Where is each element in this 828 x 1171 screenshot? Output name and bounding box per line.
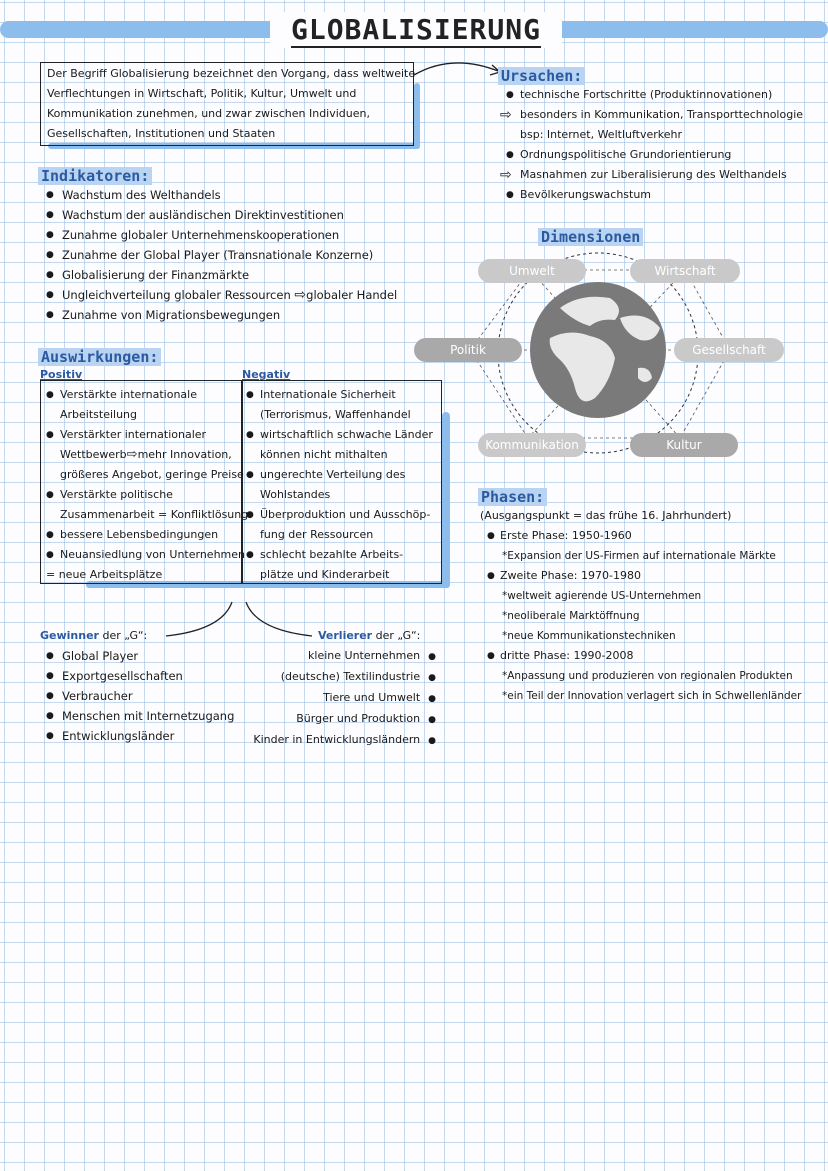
globe-icon <box>530 282 666 418</box>
phase-title: ● Zweite Phase: 1970-1980 <box>487 569 641 582</box>
list-item: ● Wachstum der ausländischen Direktinvestitionen <box>42 205 397 225</box>
verlierer-label: Verlierer <box>318 629 373 642</box>
list-item: ● Exportgesellschaften <box>42 666 234 686</box>
phase-title: ● Erste Phase: 1950-1960 <box>487 529 632 542</box>
list-item: ● Ordnungspolitische Grundorientierung <box>506 148 732 161</box>
list-item: kleine Unternehmen ● <box>308 649 436 662</box>
arrow-icon: ⇨ <box>500 167 512 183</box>
ursachen-list <box>500 85 803 205</box>
positiv-label: Positiv <box>40 368 83 381</box>
gewinner-heading: Gewinner der „G“: <box>40 629 148 642</box>
title-band-left <box>0 21 290 38</box>
winner-loser-connector <box>160 600 320 640</box>
verlierer-list <box>253 646 436 751</box>
list-item: ● Verbraucher <box>42 686 234 706</box>
list-item: ● Zunahme globaler Unternehmenskooperationen <box>42 225 397 245</box>
list-item: ● Global Player <box>42 646 234 666</box>
list-item: ⇨ besonders in Kommunikation, Transporttechnologie <box>500 107 804 123</box>
phasen-heading: Phasen: <box>478 488 547 506</box>
dimension-gesellschaft: Gesellschaft <box>674 338 784 362</box>
gewinner-list <box>42 646 234 746</box>
arrow-icon: ⇨ <box>126 447 138 462</box>
list-item: ● Entwicklungsländer <box>42 726 234 746</box>
dimensionen-heading: Dimensionen <box>538 228 643 246</box>
definition-text: Der Begriff Globalisierung bezeichnet den Vorgang, dass weltweite Verflechtungen in Wirtschaft, Politik, Kultur, Umwelt und Kommunikation zunehmen, und zwar zwischen Individuen, Gesellschaften, Institutionen und Staaten <box>47 67 416 140</box>
phase-title: ● dritte Phase: 1990-2008 <box>487 649 634 662</box>
list-item: (deutsche) Textilindustrie ● <box>280 670 436 683</box>
gewinner-label: Gewinner <box>40 629 99 642</box>
list-item: Tiere und Umwelt ● <box>323 691 436 704</box>
verlierer-heading: Verlierer der „G“: <box>318 629 421 642</box>
phasen-list: (Ausgangspunkt = das frühe 16. Jahrhundert) ● Erste Phase: 1950-1960 *Expansion der US-Firmen auf internationale Märkte ● Zweite Phase: 1970-1980 *weltweit agierende US-Unternehmen *neoliberale Marktöffnung *neue Kommunikationstechniken ● dritte Phase: 1990-2008 *Anpassung und produzieren von regionalen Produkten *ein Teil der Innovation verlagert sich in Schwellenländer <box>480 506 801 706</box>
page-title: GLOBALISIERUNG <box>270 12 562 48</box>
list-item: ● Globalisierung der Finanzmärkte <box>42 265 397 285</box>
arrow-icon: ⇨ <box>294 287 307 303</box>
connector-arrow <box>412 55 512 85</box>
dimension-politik: Politik <box>414 338 522 362</box>
indikatoren-heading: Indikatoren: <box>38 167 152 185</box>
phasen-intro: (Ausgangspunkt = das frühe 16. Jahrhundert) <box>480 509 732 522</box>
list-item: ● Bevölkerungswachstum <box>506 188 652 201</box>
list-item: ● Ungleichverteilung globaler Ressourcen ⇨globaler Handel <box>42 285 397 305</box>
dimension-umwelt: Umwelt <box>478 259 586 283</box>
positiv-list: ● Verstärkte internationale Arbeitsteilung ● Verstärkter internationaler Wettbewerb⇨mehr Innovation, größeres Angebot, geringe Preise ● Verstärkte politische Zusammenarbeit = Konfliktlösung ● bessere Lebensbedingungen ● Neuansiedlung von Unternehmen = neue Arbeitsplätze <box>46 388 249 581</box>
dimension-kommunikation: Kommunikation <box>478 433 586 457</box>
list-item: bsp: Internet, Weltluftverkehr <box>520 128 682 141</box>
ursachen-heading: Ursachen: <box>498 67 585 85</box>
definition-box <box>40 62 414 146</box>
dimension-wirtschaft: Wirtschaft <box>630 259 740 283</box>
negativ-label: Negativ <box>242 368 291 381</box>
definition-shadow-side <box>414 83 420 149</box>
list-item: ● Zunahme von Migrationsbewegungen <box>42 305 397 325</box>
arrow-icon: ⇨ <box>500 107 512 123</box>
list-item: ● Zunahme der Global Player (Transnationale Konzerne) <box>42 245 397 265</box>
indikatoren-list <box>42 185 397 325</box>
list-item: ● Wachstum des Welthandels <box>42 185 397 205</box>
list-item: Kinder in Entwicklungsländern ● <box>253 733 436 746</box>
list-item: ● Menschen mit Internetzugang <box>42 706 234 726</box>
auswirkungen-heading: Auswirkungen: <box>38 348 161 366</box>
list-item: Bürger und Produktion ● <box>296 712 436 725</box>
title-band-right <box>545 21 828 38</box>
list-item: ● technische Fortschritte (Produktinnovationen) <box>506 88 773 101</box>
negativ-list: ● Internationale Sicherheit (Terrorismus, Waffenhandel ● wirtschaftlich schwache Länder können nicht mithalten ● ungerechte Verteilung des Wohlstandes ● Überproduktion und Ausschöp- fung der Ressourcen ● schlecht bezahlte Arbeits- plätze und Kinderarbeit <box>246 388 433 581</box>
dimension-kultur: Kultur <box>630 433 738 457</box>
list-item: ⇨ Masnahmen zur Liberalisierung des Welthandels <box>500 167 787 183</box>
